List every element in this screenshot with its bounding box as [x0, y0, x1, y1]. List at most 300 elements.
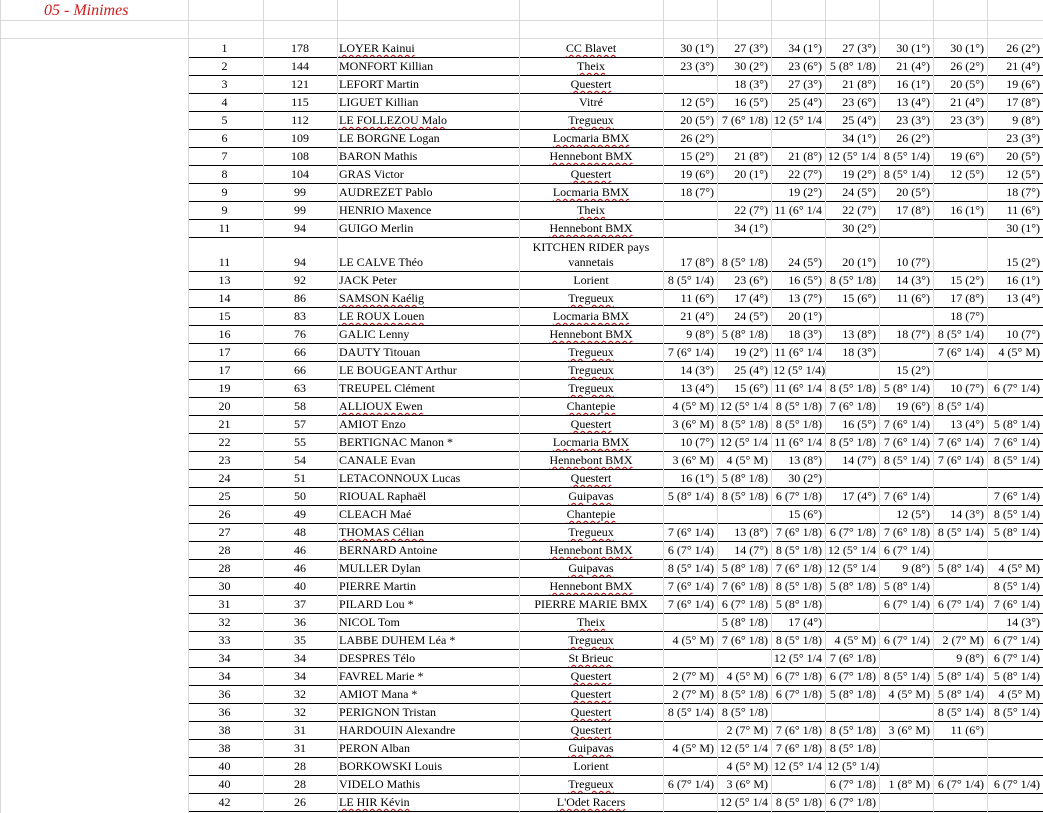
race-result-cell: 6 (7° 1/4) [883, 543, 930, 557]
race-result-cell: 15 (2°) [896, 363, 930, 377]
club-cell: PIERRE MARIE BMX [534, 597, 648, 611]
race-result-cell [663, 220, 717, 238]
rank-cell: 25 [218, 489, 231, 503]
rider-name-cell: LETACONNOUX Lucas [339, 471, 461, 485]
club-cell: Lorient [573, 759, 609, 773]
rider-name-cell: LE FOLLEZOU Malo [339, 113, 447, 127]
race-result-cell: 19 (6°) [1006, 77, 1040, 91]
rider-name-cell: HENRIO Maxence [339, 203, 432, 217]
rank-cell: 34 [218, 669, 231, 683]
rider-name-cell: RIOUAL Raphaël [339, 489, 427, 503]
rank-cell: 33 [218, 633, 231, 647]
race-result-cell [987, 794, 1043, 812]
race-result-cell: 24 (5°) [842, 185, 876, 199]
rank-cell: 40 [218, 759, 231, 773]
race-result-cell: 5 (8° 1/8) [829, 579, 876, 593]
race-result-cell: 8 (5° 1/8) [829, 723, 876, 737]
points-cell: 99 [294, 203, 306, 217]
race-result-cell: 14 (3°) [1006, 615, 1040, 629]
club-cell: Questert [570, 687, 612, 701]
grid-line [0, 0, 1, 813]
rank-cell: 15 [218, 309, 231, 323]
race-result-cell: 4 (5° M) [998, 687, 1040, 701]
race-result-cell: 5 (8° 1/8) [721, 327, 768, 341]
race-result-cell: 7 (6° 1/4) [883, 435, 930, 449]
race-result-cell: 24 (5°) [788, 255, 822, 269]
club-cell: Questert [570, 705, 612, 719]
points-cell: 121 [291, 77, 309, 91]
race-result-cell: 21 (8°) [842, 77, 876, 91]
race-result-cell: 30 (1°) [680, 41, 714, 55]
race-result-cell [879, 740, 933, 758]
points-cell: 55 [294, 435, 306, 449]
rank-cell: 7 [221, 149, 228, 163]
rider-name-cell: VIDELO Mathis [339, 777, 420, 791]
race-result-cell: 8 (5° 1/4) [667, 561, 714, 575]
points-cell: 58 [294, 399, 306, 413]
race-result-cell: 24 (5°) [734, 309, 768, 323]
race-result-cell: 6 (7° 1/4) [883, 633, 930, 647]
club-cell: Questert [570, 471, 612, 485]
race-result-cell: 20 (5°) [950, 77, 984, 91]
race-result-cell [825, 614, 879, 632]
race-result-cell: 5 (8° 1/8) [721, 561, 768, 575]
race-result-cell: 7 (6° 1/4) [667, 579, 714, 593]
race-result-cell: 12 (5° 1/4 [827, 561, 876, 575]
rank-cell: 36 [218, 705, 231, 719]
race-result-cell: 8 (5° 1/4) [883, 149, 930, 163]
club-cell: Locmaria BMX [552, 185, 630, 199]
rank-cell: 4 [221, 95, 228, 109]
race-result-cell: 14 (3°) [896, 273, 930, 287]
points-cell: 32 [294, 687, 306, 701]
race-result-cell [933, 362, 987, 380]
race-result-cell: 34 (1°) [842, 131, 876, 145]
rider-name-cell: PERIGNON Tristan [339, 705, 437, 719]
race-result-cell: 7 (6° 1/4) [993, 597, 1040, 611]
race-result-cell: 3 (6° M) [672, 417, 714, 431]
race-result-cell: 7 (6° 1/8) [775, 723, 822, 737]
club-cell: Tregueux [568, 363, 614, 377]
race-result-cell: 23 (3°) [680, 59, 714, 73]
race-result-cell: 17 (8°) [1006, 95, 1040, 109]
race-result-cell: 6 (7° 1/4) [883, 597, 930, 611]
points-cell: 34 [294, 669, 306, 683]
race-result-cell: 4 (5° M) [834, 633, 876, 647]
race-result-cell: 6 (7° 1/4) [993, 633, 1040, 647]
race-result-cell [933, 740, 987, 758]
rider-name-cell: MULLER Dylan [339, 561, 421, 575]
race-result-cell: 30 (2°) [734, 59, 768, 73]
race-result-cell: 25 (4°) [734, 363, 768, 377]
rider-name-cell: TREUPEL Clément [339, 381, 435, 395]
race-result-cell: 12 (5° 1/4 [719, 741, 768, 755]
race-result-cell: 13 (4°) [680, 381, 714, 395]
race-result-cell: 5 (8° 1/4) [883, 579, 930, 593]
race-result-cell: 3 (6° M) [672, 453, 714, 467]
race-result-cell: 8 (5° 1/8) [721, 687, 768, 701]
race-result-cell [825, 362, 879, 380]
points-cell: 178 [291, 41, 309, 55]
race-result-cell: 7 (6° 1/4) [883, 489, 930, 503]
race-result-cell: 7 (6° 1/8) [829, 399, 876, 413]
race-result-cell: 10 (7°) [950, 381, 984, 395]
race-result-cell: 4 (5° M) [672, 741, 714, 755]
race-result-cell: 7 (6° 1/4) [667, 345, 714, 359]
race-result-cell: 12 (5° 1/4 [719, 795, 768, 809]
race-result-cell: 15 (2°) [950, 273, 984, 287]
race-result-cell: 8 (5° 1/4) [993, 705, 1040, 719]
race-result-cell: 6 (7° 1/4) [937, 777, 984, 791]
rider-name-cell: LEFORT Martin [339, 77, 420, 91]
club-cell: Locmaria BMX [552, 309, 630, 323]
points-cell: 76 [294, 327, 306, 341]
race-result-cell: 16 (5°) [788, 273, 822, 287]
race-result-cell: 17 (4°) [842, 489, 876, 503]
rider-name-cell: PILARD Lou * [339, 597, 414, 611]
race-result-cell: 9 (8°) [1012, 113, 1040, 127]
race-result-cell: 11 (6° 1/4 [774, 203, 822, 217]
race-result-cell [825, 506, 879, 524]
race-result-cell: 14 (3°) [680, 363, 714, 377]
race-result-cell: 5 (8° 1/8) [721, 615, 768, 629]
grid-line [717, 0, 718, 813]
race-result-cell: 21 (4°) [950, 95, 984, 109]
race-result-cell: 30 (2°) [842, 221, 876, 235]
race-result-cell: 14 (7°) [734, 543, 768, 557]
race-result-cell: 8 (5° 1/8) [721, 417, 768, 431]
grid-line [987, 0, 988, 813]
rank-cell: 16 [218, 327, 231, 341]
points-cell: 28 [294, 777, 306, 791]
row-border [188, 811, 1043, 812]
rider-name-cell: LABBE DUHEM Léa * [339, 633, 456, 647]
club-cell: Tregueux [568, 291, 614, 305]
race-result-cell: 7 (6° 1/8) [721, 579, 768, 593]
race-result-cell: 3 (6° M) [726, 777, 768, 791]
race-result-cell: 27 (3°) [842, 41, 876, 55]
grid-line [771, 0, 772, 813]
race-result-cell: 7 (6° 1/4) [883, 417, 930, 431]
club-cell: Questert [570, 723, 612, 737]
club-cell: St Brieuc [568, 651, 614, 665]
points-cell: 108 [291, 149, 309, 163]
club-cell: Locmaria BMX [552, 131, 630, 145]
race-result-cell [933, 794, 987, 812]
race-result-cell: 18 (7°) [1006, 185, 1040, 199]
grid-line [519, 0, 520, 813]
race-result-cell: 5 (8° 1/8) [721, 471, 768, 485]
rank-cell: 24 [218, 471, 231, 485]
race-result-cell [717, 184, 771, 202]
race-result-cell: 16 (5°) [842, 417, 876, 431]
club-cell: L'Odet Racers [556, 795, 626, 809]
race-result-cell: 2 (7° M) [942, 633, 984, 647]
points-cell: 112 [291, 113, 309, 127]
race-result-cell: 21 (8°) [788, 149, 822, 163]
race-result-cell: 12 (5° 1/4 [773, 759, 822, 773]
race-result-cell: 22 (7°) [734, 203, 768, 217]
race-result-cell [825, 596, 879, 614]
race-result-cell: 6 (7° 1/8) [721, 597, 768, 611]
rank-cell: 9 [221, 203, 228, 217]
race-result-cell: 30 (1°) [1006, 221, 1040, 235]
race-result-cell [771, 704, 825, 722]
rank-cell: 11 [218, 221, 231, 235]
rank-cell: 36 [218, 687, 231, 701]
points-cell: 28 [294, 759, 306, 773]
race-result-cell [933, 614, 987, 632]
race-result-cell: 20 (1°) [734, 167, 768, 181]
race-result-cell: 15 (6°) [842, 291, 876, 305]
race-result-cell [987, 542, 1043, 560]
race-result-cell: 5 (8° 1/4) [667, 489, 714, 503]
rider-name-cell: HARDOUIN Alexandre [339, 723, 456, 737]
race-result-cell: 11 (6°) [1006, 203, 1040, 217]
race-result-cell [879, 614, 933, 632]
race-result-cell [933, 184, 987, 202]
race-result-cell: 27 (3°) [788, 77, 822, 91]
race-result-cell [987, 758, 1043, 776]
race-result-cell: 16 (1°) [680, 471, 714, 485]
points-cell: 83 [294, 309, 306, 323]
points-cell: 51 [294, 471, 306, 485]
race-result-cell: 8 (5° 1/4) [937, 705, 984, 719]
points-cell: 34 [294, 651, 306, 665]
race-result-cell: 8 (5° 1/4) [667, 705, 714, 719]
race-result-cell: 9 (8°) [956, 651, 984, 665]
race-result-cell: 18 (3°) [788, 327, 822, 341]
race-result-cell [663, 614, 717, 632]
race-result-cell: 18 (7°) [680, 185, 714, 199]
race-result-cell: 7 (6° 1/4) [937, 435, 984, 449]
race-result-cell: 12 (5° 1/4 [827, 543, 876, 557]
grid-line [0, 38, 1043, 39]
race-result-cell: 12 (5°) [896, 507, 930, 521]
club-cell: Questert [570, 417, 612, 431]
race-result-cell: 19 (2°) [788, 185, 822, 199]
race-result-cell [987, 740, 1043, 758]
race-result-cell: 26 (2°) [896, 131, 930, 145]
points-cell: 54 [294, 453, 306, 467]
race-result-cell: 8 (5° 1/4) [937, 525, 984, 539]
rider-name-cell: DAUTY Titouan [339, 345, 421, 359]
grid-line [879, 0, 880, 813]
rider-name-cell: BARON Mathis [339, 149, 418, 163]
race-result-cell: 7 (6° 1/8) [721, 633, 768, 647]
club-cell: Questert [570, 669, 612, 683]
race-result-cell: 6 (7° 1/8) [775, 687, 822, 701]
rank-cell: 5 [221, 113, 228, 127]
points-cell: 26 [294, 795, 306, 809]
rider-name-cell: GALIC Lenny [339, 327, 410, 341]
race-result-cell: 18 (7°) [896, 327, 930, 341]
race-result-cell: 7 (6° 1/4) [937, 345, 984, 359]
race-result-cell [825, 308, 879, 326]
points-cell: 48 [294, 525, 306, 539]
race-result-cell: 8 (5° 1/8) [721, 705, 768, 719]
race-result-cell: 5 (8° 1/8) [775, 597, 822, 611]
rank-cell: 34 [218, 651, 231, 665]
rank-cell: 9 [221, 185, 228, 199]
club-cell: Hennebont BMX [549, 579, 633, 593]
race-result-cell: 5 (8° 1/4) [883, 381, 930, 395]
rank-cell: 21 [218, 417, 231, 431]
club-cell: Tregueux [568, 381, 614, 395]
club-cell: Tregueux [568, 633, 614, 647]
points-cell: 66 [294, 363, 306, 377]
race-result-cell: 5 (8° 1/4) [993, 417, 1040, 431]
race-result-cell: 10 (7°) [896, 255, 930, 269]
race-result-cell: 34 (1°) [734, 221, 768, 235]
race-result-cell: 15 (6°) [788, 507, 822, 521]
points-cell: 37 [294, 597, 306, 611]
race-result-cell: 4 (5° M) [726, 669, 768, 683]
race-result-cell: 9 (8°) [902, 561, 930, 575]
race-result-cell: 30 (1°) [950, 41, 984, 55]
race-result-cell: 8 (5° 1/8) [829, 435, 876, 449]
race-result-cell: 14 (3°) [950, 507, 984, 521]
club-cell: Tregueux [568, 113, 614, 127]
sheet-title: 05 - Minimes [44, 2, 129, 19]
grid-line [0, 20, 1043, 21]
points-cell: 49 [294, 507, 306, 521]
race-result-cell: 11 (6°) [896, 291, 930, 305]
club-cell: Hennebont BMX [549, 453, 633, 467]
rank-cell: 6 [221, 131, 228, 145]
points-cell: 35 [294, 633, 306, 647]
club-cell: Guipavas [568, 561, 614, 575]
race-result-cell: 8 (5° 1/4) [993, 453, 1040, 467]
rider-name-cell: DESPRES Télo [339, 651, 416, 665]
race-result-cell: 8 (5° 1/4) [883, 167, 930, 181]
race-result-cell: 6 (7° 1/4) [993, 381, 1040, 395]
race-result-cell: 10 (7°) [1006, 327, 1040, 341]
race-result-cell: 7 (6° 1/4) [667, 597, 714, 611]
race-result-cell: 7 (6° 1/4) [993, 489, 1040, 503]
race-result-cell [879, 704, 933, 722]
race-result-cell: 13 (4°) [1006, 291, 1040, 305]
race-result-cell [663, 76, 717, 94]
race-result-cell: 13 (8°) [788, 453, 822, 467]
race-result-cell: 23 (6°) [842, 95, 876, 109]
race-result-cell: 12 (5° 1/4 [773, 113, 822, 127]
club-cell: Chantepie [566, 507, 616, 521]
race-result-cell: 8 (5° 1/8) [721, 255, 768, 269]
race-result-cell: 23 (6°) [788, 59, 822, 73]
race-result-cell: 25 (4°) [788, 95, 822, 109]
club-cell: Questert [570, 77, 612, 91]
race-result-cell: 8 (5° 1/4) [937, 327, 984, 341]
rider-name-cell: AMIOT Mana * [339, 687, 418, 701]
grid-line [933, 0, 934, 813]
club-cell: Chantepie [566, 399, 616, 413]
rank-cell: 22 [218, 435, 231, 449]
rank-cell: 17 [218, 345, 231, 359]
race-result-cell: 18 (3°) [842, 345, 876, 359]
points-cell: 31 [294, 723, 306, 737]
points-cell: 40 [294, 579, 306, 593]
race-result-cell: 8 (5° 1/4) [883, 453, 930, 467]
race-result-cell: 8 (5° 1/8) [775, 633, 822, 647]
rider-name-cell: LOYER Kainui [339, 41, 415, 55]
points-cell: 46 [294, 561, 306, 575]
race-result-cell: 21 (4°) [1006, 59, 1040, 73]
race-result-cell: 8 (5° 1/8) [775, 417, 822, 431]
race-result-cell: 6 (7° 1/4) [993, 777, 1040, 791]
race-result-cell [717, 130, 771, 148]
rank-cell: 30 [218, 579, 231, 593]
race-result-cell: 21 (8°) [734, 149, 768, 163]
race-result-cell: 20 (1°) [842, 255, 876, 269]
race-result-cell: 12 (5°) [1006, 167, 1040, 181]
rank-cell: 14 [218, 291, 231, 305]
points-cell: 63 [294, 381, 306, 395]
race-result-cell [663, 794, 717, 812]
race-result-cell: 5 (8° 1/4) [993, 669, 1040, 683]
race-result-cell [933, 130, 987, 148]
grid-line [263, 0, 264, 813]
rider-name-cell: JACK Peter [339, 273, 397, 287]
race-result-cell: 12 (5° 1/4 [827, 149, 876, 163]
race-result-cell: 16 (1°) [1006, 273, 1040, 287]
race-result-cell: 4 (5° M) [672, 399, 714, 413]
race-result-cell: 6 (7° 1/4) [993, 651, 1040, 665]
rider-name-cell: NICOL Tom [339, 615, 400, 629]
rank-cell: 38 [218, 723, 231, 737]
race-result-cell: 6 (7° 1/4) [937, 597, 984, 611]
race-result-cell: 19 (6°) [950, 149, 984, 163]
rider-name-cell: LE BORGNE Logan [339, 131, 440, 145]
race-result-cell [933, 220, 987, 238]
race-result-cell: 10 (7°) [680, 435, 714, 449]
club-cell: Hennebont BMX [549, 149, 633, 163]
race-result-cell: 19 (6°) [896, 399, 930, 413]
rank-cell: 27 [218, 525, 231, 539]
race-result-cell: 7 (6° 1/4) [937, 453, 984, 467]
rank-cell: 31 [218, 597, 231, 611]
race-result-cell [987, 362, 1043, 380]
race-result-cell: 25 (4°) [842, 113, 876, 127]
grid-line [188, 0, 189, 813]
race-result-cell [771, 220, 825, 238]
rank-cell: 32 [218, 615, 231, 629]
grid-line [337, 0, 338, 813]
club-cell: Vitré [579, 95, 603, 109]
points-cell: 94 [294, 255, 306, 269]
race-result-cell: 6 (7° 1/8) [829, 669, 876, 683]
race-result-cell: 20 (5°) [680, 113, 714, 127]
race-result-cell [663, 722, 717, 740]
race-result-cell: 18 (3°) [734, 77, 768, 91]
rider-name-cell: THOMAS Célian [339, 525, 424, 539]
race-result-cell: 8 (5° 1/4) [993, 579, 1040, 593]
rider-name-cell: FAVREL Marie * [339, 669, 424, 683]
race-result-cell: 15 (2°) [680, 149, 714, 163]
race-result-cell: 6 (7° 1/4) [667, 777, 714, 791]
race-result-cell: 8 (5° 1/8) [829, 273, 876, 287]
race-result-cell: 8 (5° 1/8) [775, 543, 822, 557]
club-cell: Questert [570, 167, 612, 181]
race-result-cell: 11 (6° 1/4 [774, 381, 822, 395]
race-result-cell: 8 (5° 1/4) [667, 273, 714, 287]
rank-cell: 38 [218, 741, 231, 755]
race-result-cell: 6 (7° 1/8) [829, 525, 876, 539]
race-result-cell: 6 (7° 1/4) [667, 543, 714, 557]
race-result-cell: 26 (2°) [950, 59, 984, 73]
race-result-cell: 15 (2°) [1006, 255, 1040, 269]
race-result-cell: 22 (7°) [788, 167, 822, 181]
